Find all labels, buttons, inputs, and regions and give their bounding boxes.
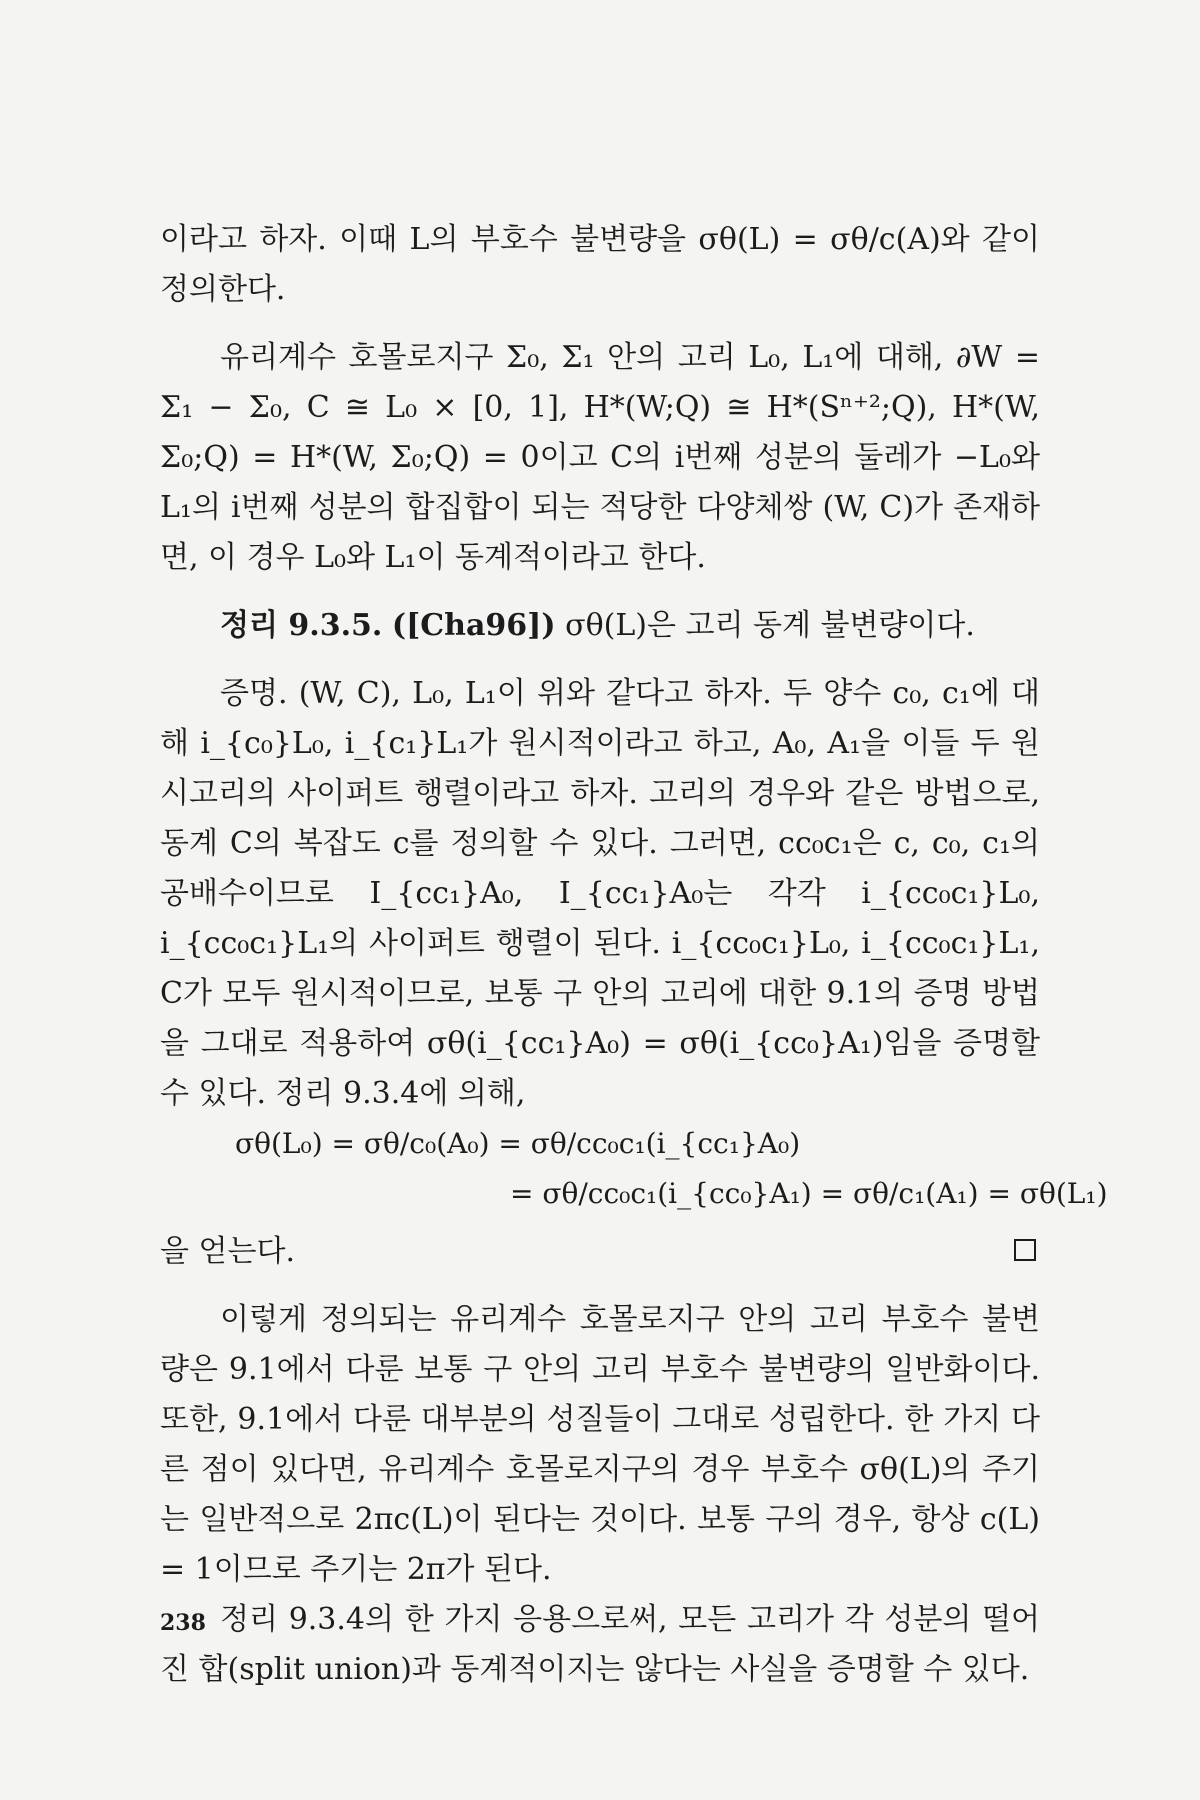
proof-body: (W, C), L₀, L₁이 위와 같다고 하자. 두 양수 c₀, c₁에 대해 i_{c₀}L₀, i_{c₁}L₁가 원시적이라고 하고, A₀, A₁을 이들 두 원시고리의 사이퍼트 행렬이라고 하자. 고리의 경우와 같은 방법으로, 동계 C의 복잡도 c를 정의할 수 있다. 그러면, cc₀c₁은 c, c₀, c₁의 공배수이므로 I_{cc₁}A₀, I_{cc₁}A₀는 각각 i_{cc₀c₁}L₀, i_{cc₀c₁}L₁의 사이퍼트 행렬이 된다. i_{cc₀c₁}L₀, i_{cc₀c₁}L₁, C가 모두 원시적이므로, 보통 구 안의 고리에 대한 9.1의 증명 방법을 그대로 적용하여 σθ(i_{cc₁}A₀) = σθ(i_{cc₀}A₁)임을 증명할 수 있다. 정리 9.3.4에 의해, [160,676,1040,1111]
paragraph-generalization: 이렇게 정의되는 유리계수 호몰로지구 안의 고리 부호수 불변량은 9.1에서 다룬 보통 구 안의 고리 부호수 불변량의 일반화이다. 또한, 9.1에서 다룬 대부분의 성질들이 그대로 성립한다. 한 가지 다른 점이 있다면, 유리계수 호몰로지구의 경우 부호수 σθ(L)의 주기는 일반적으로 2πc(L)이 된다는 것이다. 보통 구의 경우, 항상 c(L) = 1이므로 주기는 2π가 된다. [160,1302,1040,1587]
theorem-label: 정리 9.3.5. [220,608,383,643]
proof-end-row [160,1227,1040,1277]
equation-line-2: = σθ/cc₀c₁(i_{cc₀}A₁) = σθ/c₁(A₁) = σθ(L₁) [510,1177,1108,1210]
theorem-citation: ([Cha96]) [391,608,556,643]
theorem-9-3-5 [160,601,1040,651]
proof-paragraph [160,669,1040,1119]
paragraph-concordance-definition: 유리계수 호몰로지구 Σ₀, Σ₁ 안의 고리 L₀, L₁에 대해, ∂W = Σ₁ − Σ₀, C ≅ L₀ × [0, 1], H*(W;Q) ≅ H*(Sⁿ⁺²;Q), H*(W, Σ₀;Q) = H*(W, Σ₀;Q) = 0이고 C의 i번째 성분의 둘레가 −L₀와 L₁의 i번째 성분의 합집합이 되는 적당한 다양체쌍 (W, C)가 존재하면, 이 경우 L₀와 L₁이 동계적이라고 한다. [160,340,1040,575]
proof-conclusion: 을 얻는다. [160,1234,295,1269]
theorem-statement: σθ(L)은 고리 동계 불변량이다. [565,608,975,643]
text-block [160,215,1108,1695]
equation-line-1: σθ(L₀) = σθ/c₀(A₀) = σθ/cc₀c₁(i_{cc₁}A₀) [235,1127,801,1160]
qed-square-icon [1014,1239,1036,1261]
page-number: 238 [160,1610,206,1636]
proof-label: 증명. [220,676,288,711]
paragraph-definition-end: 이라고 하자. 이때 L의 부호수 불변량을 σθ(L) = σθ/c(A)와 같이 정의한다. [160,222,1040,307]
paragraph-application: 정리 9.3.4의 한 가지 응용으로써, 모든 고리가 각 성분의 떨어진 합(split union)과 동계적이지는 않다는 사실을 증명할 수 있다. [160,1602,1040,1687]
